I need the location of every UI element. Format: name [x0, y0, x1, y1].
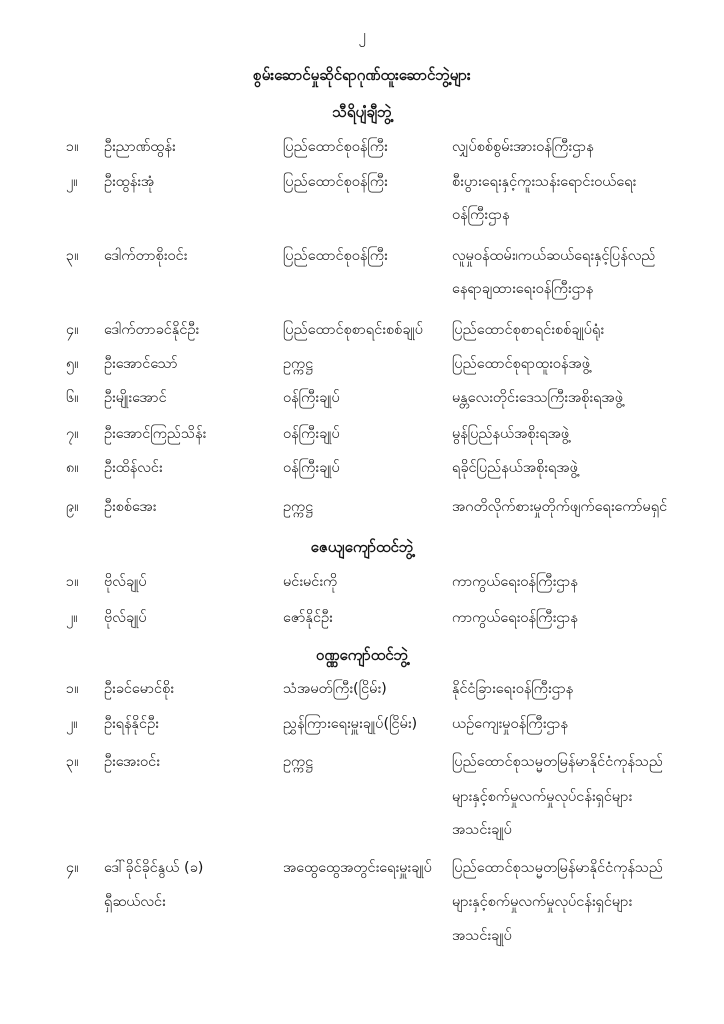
awardee-department: အဂတိလိုက်စားမှုတိုက်ဖျက်ရေးကော်မရှင် [452, 499, 668, 515]
row-number: ၂။ [66, 174, 78, 190]
awardee-name: ဒေါ်ခိုင်ခိုင်နွယ် (ခ) [104, 860, 204, 876]
awardee-department: လျှပ်စစ်စွမ်းအားဝန်ကြီးဌာန [452, 139, 594, 155]
awardee-name: ဒေါက်တာခင်နိုင်ဦး [104, 322, 200, 338]
awardee-rank: ဗိုလ်ချုပ် [104, 610, 147, 626]
awardee-name: ဦးအေးဝင်း [104, 754, 160, 770]
awardee-department: ကာကွယ်ရေးဝန်ကြီးဌာန [452, 574, 578, 590]
row-number: ၉။ [66, 499, 79, 515]
awardee-department-line-2: ဝန်ကြီးဌာန [452, 207, 510, 223]
row-number: ၃။ [66, 248, 79, 264]
awardee-name: ဦးစစ်အေး [104, 499, 157, 515]
awardee-department: ပြည်ထောင်စုရာထူးဝန်အဖွဲ့ [452, 356, 591, 372]
awardee-department: စီးပွားရေးနှင့်ကူးသန်းရောင်းဝယ်ရေး [452, 174, 637, 190]
awardee-name: ဇော်နိုင်ဦး [283, 610, 333, 626]
awardee-department: ပြည်ထောင်စုစာရင်းစစ်ချုပ်ရုံး [452, 322, 605, 338]
awardee-name: ဦးခင်မောင်စိုး [104, 681, 174, 697]
row-number: ၁။ [66, 574, 79, 590]
awardee-department-line-3: အသင်းချုပ် [452, 928, 512, 944]
awardee-department-line-2: များနှင့်စက်မှုလက်မှုလုပ်ငန်းရှင်များ [452, 894, 633, 910]
awardee-position: ဥက္ကဋ္ဌ [283, 356, 314, 372]
awardee-name: ဦးရန်နိုင်ဦး [104, 716, 159, 732]
awardee-name-line-2: ရှီဆယ်လင်း [104, 894, 166, 910]
awardee-name: ဒေါက်တာစိုးဝင်း [104, 248, 188, 264]
awardee-name: ဦးညာဏ်ထွန်း [104, 139, 176, 155]
awardee-department: ကာကွယ်ရေးဝန်ကြီးဌာန [452, 610, 578, 626]
row-number: ၂။ [66, 716, 78, 732]
awardee-department: မန္တလေးတိုင်းဒေသကြီးအစိုးရအဖွဲ့ [452, 390, 624, 406]
awardee-department: ပြည်ထောင်စုသမ္မတမြန်မာနိုင်ငံကုန်သည် [452, 754, 663, 770]
awardee-position: ဝန်ကြီးချုပ် [283, 460, 340, 476]
awardee-position: ပြည်ထောင်စုစာရင်းစစ်ချုပ် [283, 322, 424, 338]
awardee-department: ရခိုင်ပြည်နယ်အစိုးရအဖွဲ့ [452, 460, 578, 476]
awardee-position: ပြည်ထောင်စုဝန်ကြီး [283, 174, 388, 190]
awardee-name: ဦးအောင်ကြည်သိန်း [104, 426, 207, 442]
awardee-department: မွန်ပြည်နယ်အစိုးရအဖွဲ့ [452, 426, 570, 442]
awardee-department: ပြည်ထောင်စုသမ္မတမြန်မာနိုင်ငံကုန်သည် [452, 860, 663, 876]
awardee-position: ပြည်ထောင်စုဝန်ကြီး [283, 248, 388, 264]
row-number: ၅။ [66, 356, 79, 372]
row-number: ၈။ [66, 460, 79, 476]
awardee-name: ဦးထွန်းအုံ [104, 174, 155, 190]
row-number: ၃။ [66, 754, 79, 770]
awardee-position: ဥက္ကဋ္ဌ [283, 754, 314, 770]
row-number: ၇။ [66, 426, 79, 442]
awardee-position: ဥက္ကဋ္ဌ [283, 499, 314, 515]
awardee-position: ညွှန်ကြားရေးမှူးချုပ်(ငြိမ်း) [283, 716, 418, 732]
awardee-rank: ဗိုလ်ချုပ် [104, 574, 147, 590]
awardee-name: မင်းမင်းကို [283, 574, 338, 590]
page-number: ၂ [358, 26, 366, 44]
row-number: ၁။ [66, 681, 79, 697]
row-number: ၄။ [66, 322, 79, 338]
row-number: ၆။ [66, 390, 79, 406]
awardee-position: အထွေထွေအတွင်းရေးမှူးချုပ် [283, 860, 432, 876]
row-number: ၁။ [66, 139, 79, 155]
awardee-department-line-3: အသင်းချုပ် [452, 822, 512, 838]
awardee-name: ဦးထိန်လင်း [104, 460, 163, 476]
awardee-position: ပြည်ထောင်စုဝန်ကြီး [283, 139, 388, 155]
awardee-position: သံအမတ်ကြီး(ငြိမ်း) [283, 681, 387, 697]
awardee-position: ဝန်ကြီးချုပ် [283, 426, 340, 442]
awardee-department: နိုင်ငံခြားရေးဝန်ကြီးဌာန [452, 681, 574, 697]
awardee-position: ဝန်ကြီးချုပ် [283, 390, 340, 406]
awardee-department-line-2: နေရာချထားရေးဝန်ကြီးဌာန [452, 281, 594, 297]
awardee-department: လူမှုဝန်ထမ်း၊ကယ်ဆယ်ရေးနှင့်ပြန်လည် [452, 248, 656, 264]
row-number: ၄။ [66, 860, 79, 876]
awardee-name: ဦးအောင်သော် [104, 356, 178, 372]
row-number: ၂။ [66, 610, 78, 626]
main-title: စွမ်းဆောင်မှုဆိုင်ရာဂုဏ်ထူးဆောင်ဘွဲ့များ [253, 66, 471, 84]
section-title-zeyya-kyawhtin: ဇေယျကျော်ထင်ဘွဲ့ [310, 538, 414, 556]
awardee-department-line-2: များနှင့်စက်မှုလက်မှုလုပ်ငန်းရှင်များ [452, 789, 633, 805]
awardee-department: ယဉ်ကျေးမှုဝန်ကြီးဌာန [452, 716, 568, 732]
awardee-name: ဦးမျိုးအောင် [104, 390, 167, 406]
section-title-thiri-pyanchi: သီရိပျံချီဘွဲ့ [332, 103, 392, 121]
section-title-wunna-kyawhtin: ဝဏ္ဏကျော်ထင်ဘွဲ့ [315, 646, 409, 664]
